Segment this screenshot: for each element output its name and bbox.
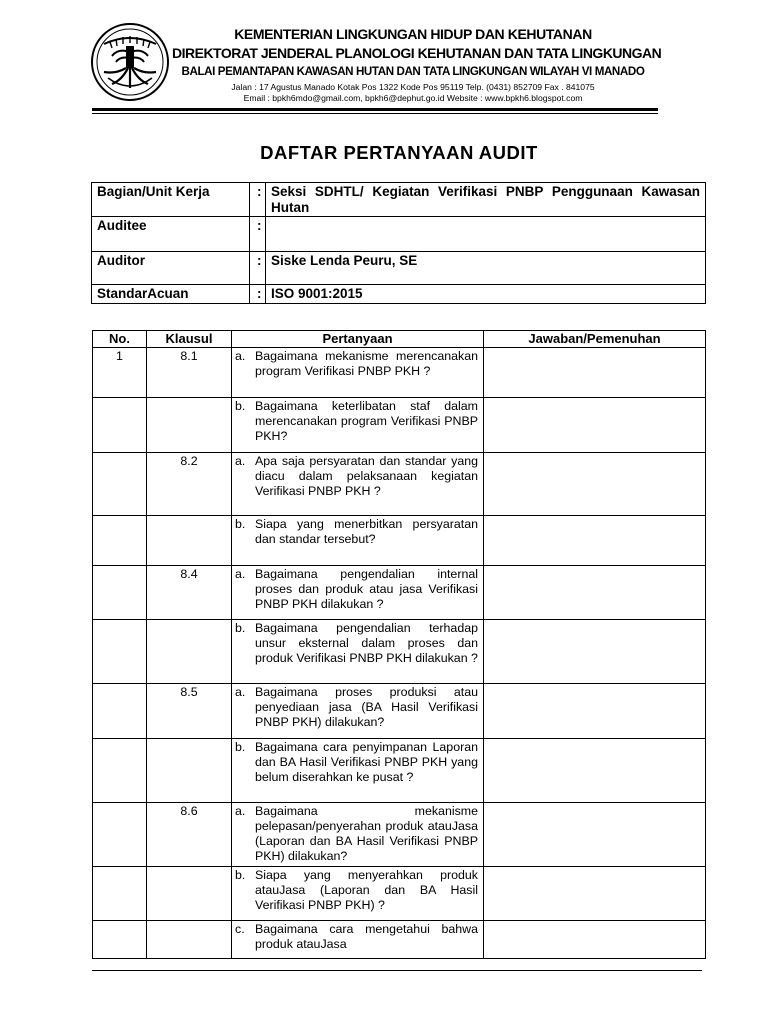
question-label: a. xyxy=(235,685,246,699)
row-number xyxy=(93,739,147,803)
row-number xyxy=(93,921,147,959)
question-text: Bagaimana pengendalian internal proses dan produk atau jasa Verifikasi PNBP PKH dilakukan ? xyxy=(255,567,478,611)
question-text: Apa saja persyaratan dan standar yang diacu dalam pelaksanaan kegiatan Verifikasi PNBP PKH ? xyxy=(255,454,478,498)
row-question xyxy=(232,803,484,867)
row-number: 1 xyxy=(93,348,147,398)
letterhead-ministry: KEMENTERIAN LINGKUNGAN HIDUP DAN KEHUTANAN xyxy=(234,26,592,42)
question-label: a. xyxy=(235,804,246,818)
row-question xyxy=(232,453,484,516)
table-row xyxy=(93,739,706,803)
question-text: Bagaimana proses produksi atau penyediaan jasa (BA Hasil Verifikasi PNBP PKH) dilakukan? xyxy=(255,685,478,729)
question-label: b. xyxy=(235,868,246,882)
question-label: a. xyxy=(235,349,246,363)
answer-cell[interactable] xyxy=(484,398,706,453)
table-row xyxy=(93,453,706,516)
question-label: b. xyxy=(235,621,246,635)
question-text: Bagaimana pengendalian terhadap unsur eksternal dalam proses dan produk Verifikasi PNBP PKH dilakukan ? xyxy=(255,621,478,665)
document-title: DAFTAR PERTANYAAN AUDIT xyxy=(260,142,538,163)
info-row-standard xyxy=(92,285,706,304)
row-number xyxy=(93,566,147,620)
answer-cell[interactable] xyxy=(484,739,706,803)
answer-cell[interactable] xyxy=(484,566,706,620)
info-row-unit xyxy=(92,183,706,217)
row-klausul xyxy=(147,516,232,566)
question-label: b. xyxy=(235,740,246,754)
row-number xyxy=(93,684,147,739)
question-text: Bagaimana mekanisme pelepasan/penyerahan produk atauJasa (Laporan dan BA Hasil Verifikasi PNBP PKH) dilakukan? xyxy=(255,804,478,863)
ministry-logo-emblem xyxy=(90,22,170,102)
header-pertanyaan: Pertanyaan xyxy=(232,331,484,348)
answer-cell[interactable] xyxy=(484,620,706,684)
letterhead xyxy=(172,26,662,104)
audit-question-table xyxy=(92,330,706,959)
row-number xyxy=(93,398,147,453)
row-klausul: 8.1 xyxy=(147,348,232,398)
row-number xyxy=(93,803,147,867)
answer-cell[interactable] xyxy=(484,453,706,516)
table-row xyxy=(93,566,706,620)
answer-cell[interactable] xyxy=(484,867,706,921)
letterhead-contact: Email : bpkh6mdo@gmail.com, bpkh6@dephut.go.id Website : www.bpkh6.blogspot.com xyxy=(243,93,583,103)
question-label: c. xyxy=(235,922,245,936)
question-label: a. xyxy=(235,454,246,468)
row-klausul: 8.2 xyxy=(147,453,232,516)
answer-cell[interactable] xyxy=(484,803,706,867)
table-row xyxy=(93,684,706,739)
question-text: Siapa yang menyerahkan produk atauJasa (Laporan dan BA Hasil Verifikasi PNBP PKH) ? xyxy=(255,868,478,912)
info-value xyxy=(266,217,706,252)
row-klausul xyxy=(147,867,232,921)
header-klausul: Klausul xyxy=(147,331,232,348)
header-no: No. xyxy=(93,331,147,348)
row-klausul xyxy=(147,398,232,453)
info-row-auditor xyxy=(92,252,706,285)
letterhead-divider-thin xyxy=(92,113,658,114)
row-number xyxy=(93,867,147,921)
row-number xyxy=(93,516,147,566)
row-question xyxy=(232,620,484,684)
info-label: Auditee xyxy=(92,217,250,252)
row-klausul: 8.4 xyxy=(147,566,232,620)
row-number xyxy=(93,620,147,684)
answer-cell[interactable] xyxy=(484,348,706,398)
question-label: b. xyxy=(235,399,246,413)
row-question xyxy=(232,398,484,453)
info-separator: : xyxy=(250,217,266,252)
question-label: a. xyxy=(235,567,246,581)
info-separator: : xyxy=(250,183,266,217)
info-value: Siske Lenda Peuru, SE xyxy=(266,252,706,285)
question-text: Bagaimana cara penyimpanan Laporan dan BA Hasil Verifikasi PNBP PKH yang belum diserahkan ke pusat ? xyxy=(255,740,478,784)
table-row xyxy=(93,921,706,959)
row-question xyxy=(232,566,484,620)
info-label: Bagian/Unit Kerja xyxy=(92,183,250,217)
table-row xyxy=(93,348,706,398)
audit-info-table xyxy=(91,182,706,304)
answer-cell[interactable] xyxy=(484,921,706,959)
info-label: StandarAcuan xyxy=(92,285,250,304)
question-text: Siapa yang menerbitkan persyaratan dan standar tersebut? xyxy=(255,517,478,546)
table-row xyxy=(93,620,706,684)
letterhead-directorate: DIREKTORAT JENDERAL PLANOLOGI KEHUTANAN DAN TATA LINGKUNGAN xyxy=(172,45,662,61)
question-text: Bagaimana mekanisme merencanakan program Verifikasi PNBP PKH ? xyxy=(255,349,478,378)
info-label: Auditor xyxy=(92,252,250,285)
letterhead-divider-thick xyxy=(92,108,658,111)
info-row-auditee xyxy=(92,217,706,252)
info-value: Seksi SDHTL/ Kegiatan Verifikasi PNBP Penggunaan Kawasan Hutan xyxy=(266,183,706,217)
letterhead-office: BALAI PEMANTAPAN KAWASAN HUTAN DAN TATA LINGKUNGAN WILAYAH VI MANADO xyxy=(181,65,645,78)
row-question xyxy=(232,921,484,959)
row-klausul xyxy=(147,739,232,803)
row-number xyxy=(93,453,147,516)
info-value: ISO 9001:2015 xyxy=(266,285,706,304)
row-question xyxy=(232,516,484,566)
question-text: Bagaimana cara mengetahui bahwa produk atauJasa xyxy=(255,922,478,951)
table-row xyxy=(93,398,706,453)
row-klausul: 8.5 xyxy=(147,684,232,739)
question-label: b. xyxy=(235,517,246,531)
row-klausul: 8.6 xyxy=(147,803,232,867)
row-question xyxy=(232,867,484,921)
letterhead-address: Jalan : 17 Agustus Manado Kotak Pos 1322 Kode Pos 95119 Telp. (0431) 852709 Fax . 841075 xyxy=(231,82,595,92)
table-header-row xyxy=(93,331,706,348)
info-separator: : xyxy=(250,252,266,285)
row-question xyxy=(232,739,484,803)
info-separator: : xyxy=(250,285,266,304)
answer-cell[interactable] xyxy=(484,516,706,566)
row-question xyxy=(232,348,484,398)
header-jawaban: Jawaban/Pemenuhan xyxy=(484,331,706,348)
answer-cell[interactable] xyxy=(484,684,706,739)
row-klausul xyxy=(147,921,232,959)
table-row xyxy=(93,516,706,566)
row-question xyxy=(232,684,484,739)
row-klausul xyxy=(147,620,232,684)
question-text: Bagaimana keterlibatan staf dalam merencanakan program Verifikasi PNBP PKH? xyxy=(255,399,478,443)
table-row xyxy=(93,803,706,867)
table-row xyxy=(93,867,706,921)
page-footer-rule xyxy=(92,970,702,971)
